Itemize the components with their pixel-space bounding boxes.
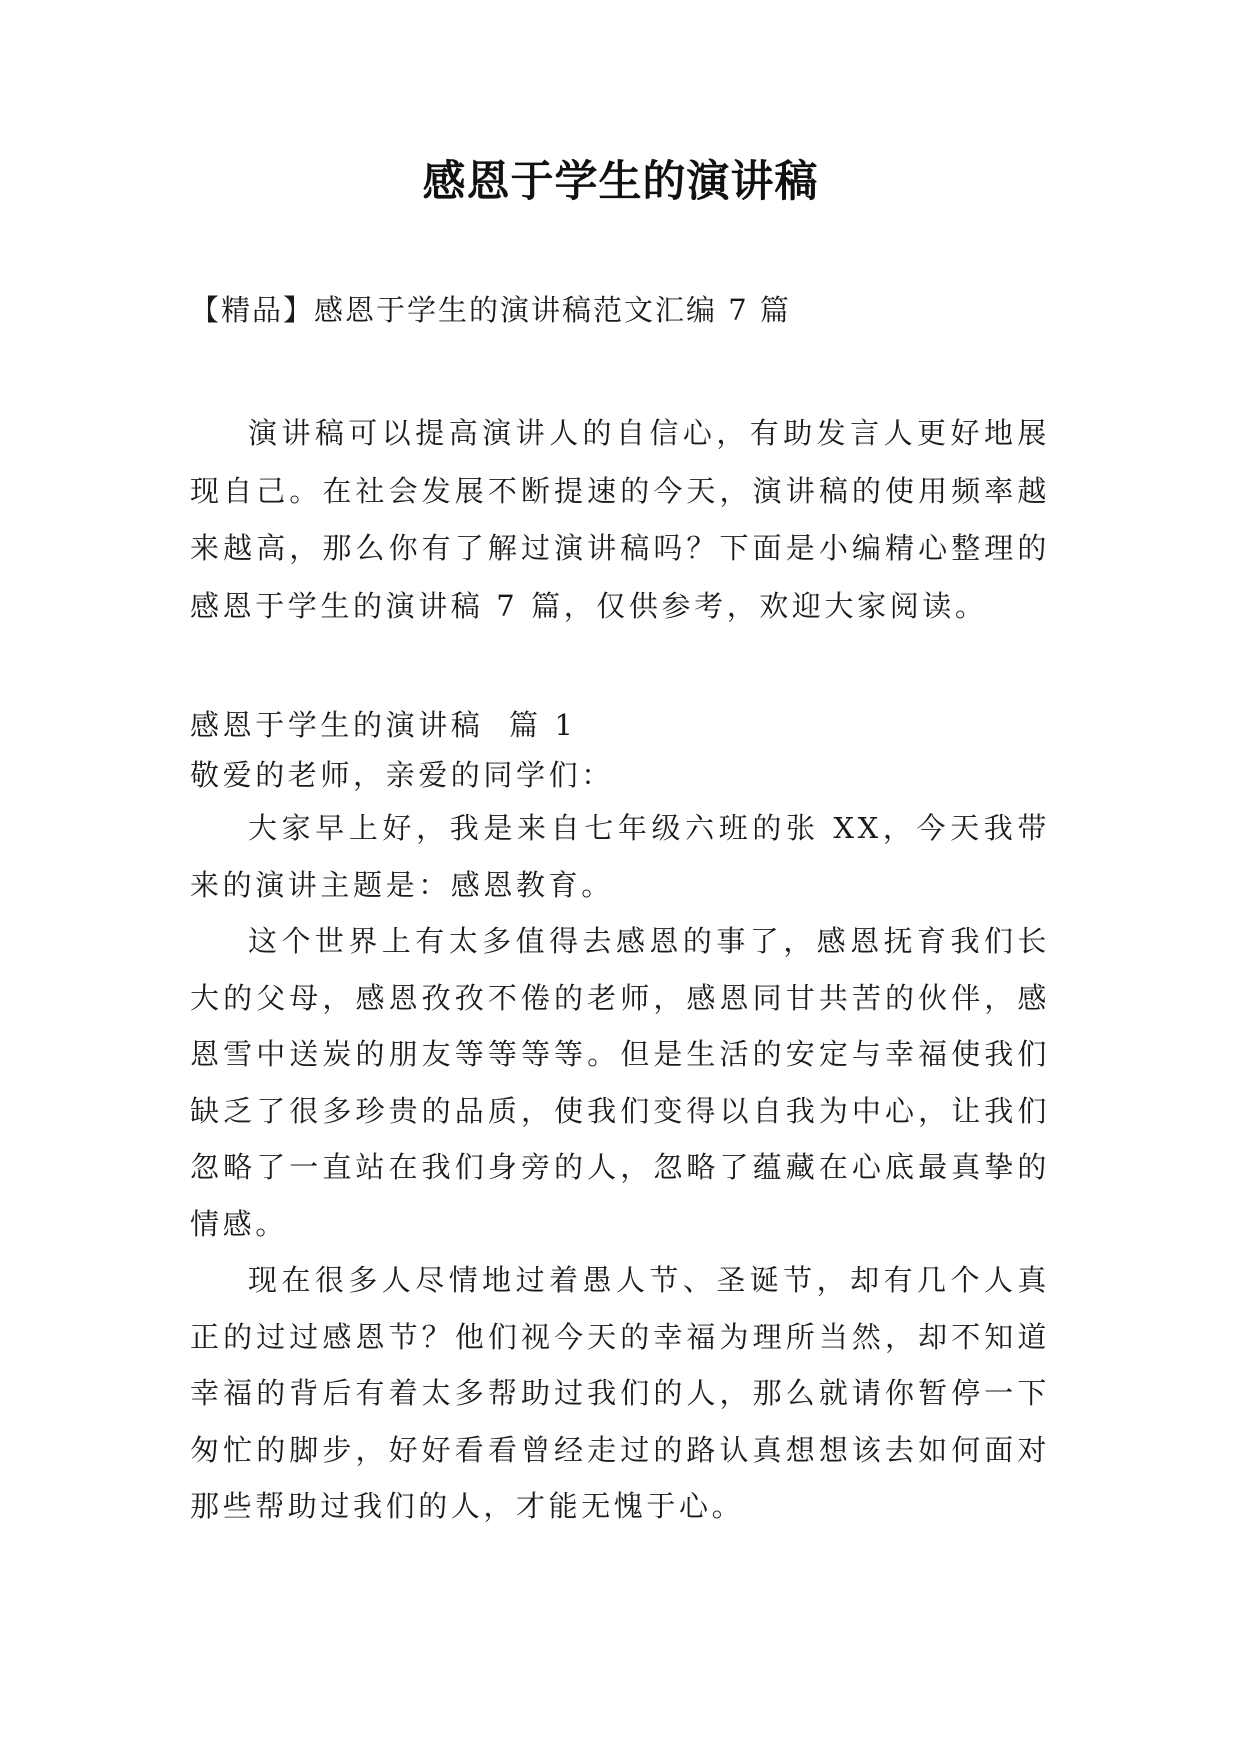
body-paragraph: 这个世界上有太多值得去感恩的事了，感恩抚育我们长大的父母，感恩孜孜不倦的老师，感恩同甘共苦的伙伴，感恩雪中送炭的朋友等等等等。但是生活的安定与幸福使我们缺乏了很多珍贵的品质，使我们变得以自我为中心，让我们忽略了一直站在我们身旁的人，忽略了蕴藏在心底最真挚的情感。 xyxy=(190,924,1050,1241)
section-heading: 感恩于学生的演讲稿 篇 1 xyxy=(190,708,577,742)
body-paragraph: 现在很多人尽情地过着愚人节、圣诞节，却有几个人真正的过过感恩节？他们视今天的幸福为理所当然，却不知道幸福的背后有着太多帮助过我们的人，那么就请你暂停一下匆忙的脚步，好好看看曾经走过的路认真想想该去如何面对那些帮助过我们的人，才能无愧于心。 xyxy=(190,1263,1050,1523)
greeting: 敬爱的老师，亲爱的同学们： xyxy=(190,758,614,792)
intro-paragraph: 演讲稿可以提高演讲人的自信心，有助发言人更好地展现自己。在社会发展不断提速的今天，演讲稿的使用频率越来越高，那么你有了解过演讲稿吗？下面是小编精心整理的感恩于学生的演讲稿 7 篇，仅供参考，欢迎大家阅读。 xyxy=(190,416,1050,623)
document-title: 感恩于学生的演讲稿 xyxy=(422,157,819,207)
document-subtitle: 【精品】感恩于学生的演讲稿范文汇编 7 篇 xyxy=(190,293,791,327)
body-paragraph: 大家早上好，我是来自七年级六班的张 XX，今天我带来的演讲主题是：感恩教育。 xyxy=(190,811,1050,902)
speech-section-1 xyxy=(190,700,1050,1535)
intro-block xyxy=(190,405,1050,635)
